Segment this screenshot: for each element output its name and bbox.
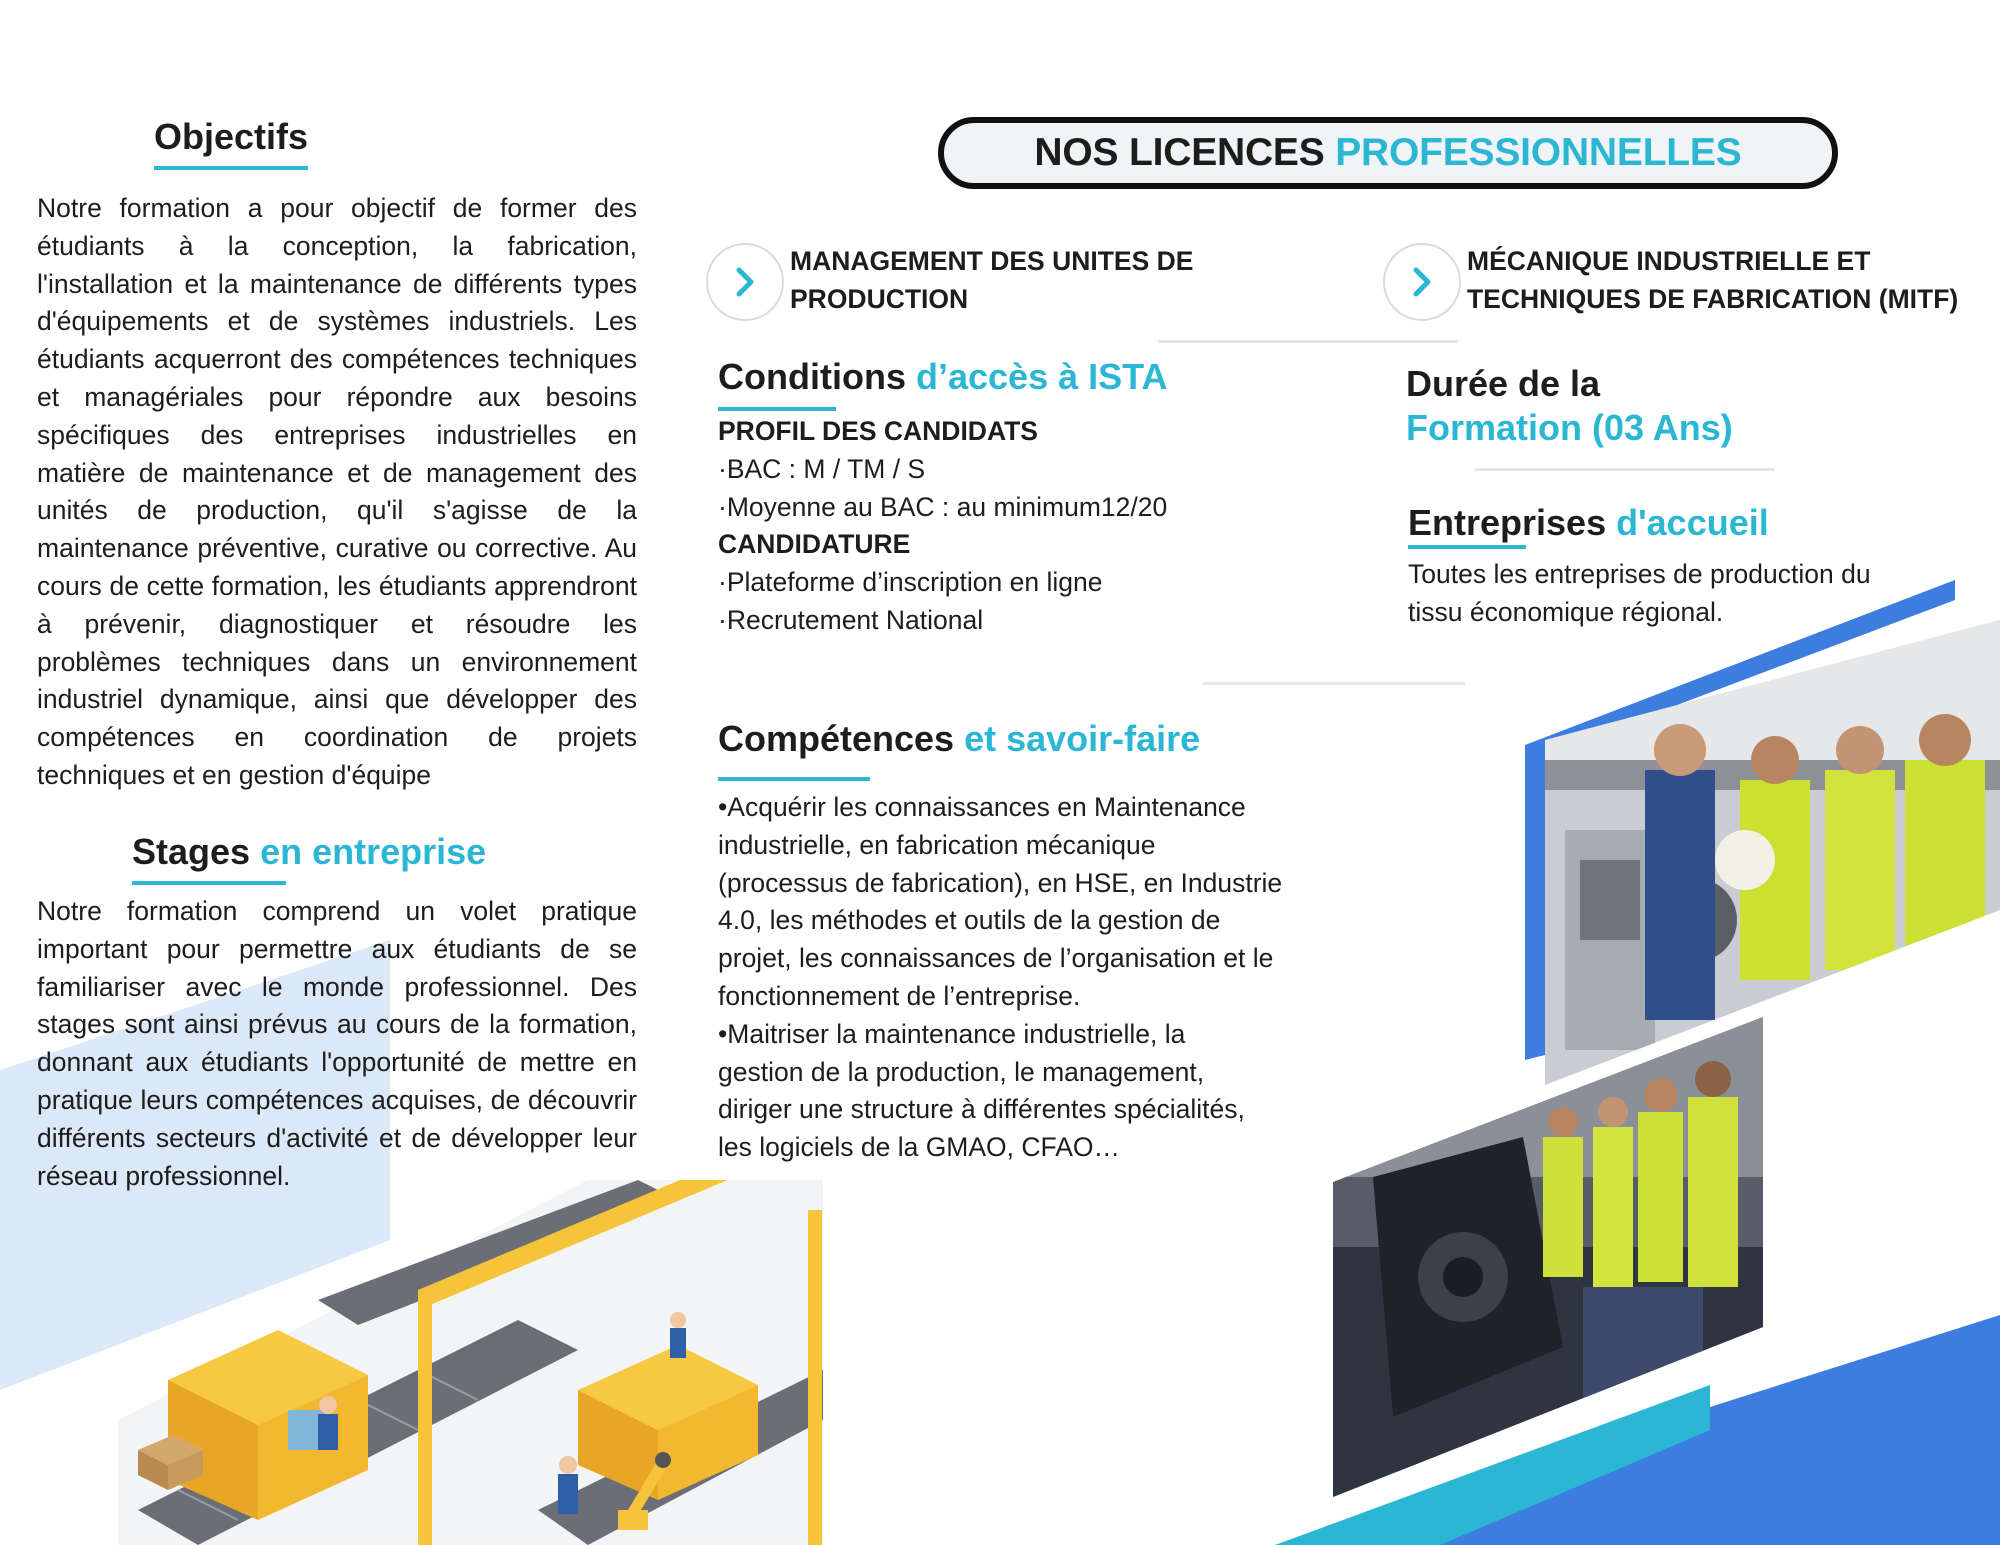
objectifs-paragraph: Notre formation a pour objectif de former des étudiants à la conception, la fabrication, l'installation et la maintenance de différents types d'équipements et de systèmes industriels. Les étudiants acquerront des compétences techniques et managériales pour répondre aux besoins spécifiques des entreprises industrielles en matière de maintenance et de management des unités de production, qu'il s'agisse de la maintenance préventive, curative ou corrective. Au cours de cette formation, les étudiants apprendront à prévenir, diagnostiquer et résoudre les problèmes techniques dans un environnement industriel dynamique, ainsi que développer des compétences en coordination de projets techniques et en gestion d'équipe [37,193,637,790]
competences-title-dark: Compétences [718,718,955,759]
program-1-button[interactable] [706,243,784,321]
competences-line: fonctionnement de l’entreprise. [718,980,1081,1011]
conditions-body [718,413,1278,640]
competences-line: (processus de fabrication), en HSE, en Industrie [718,867,1283,898]
stages-title-accent: en entreprise [260,831,487,872]
duree-line2: Formation (03 Ans) [1406,407,1733,448]
program-2-button[interactable] [1383,243,1461,321]
conditions-title-accent: d’accès à ISTA [915,356,1168,397]
chevron-right-icon [730,264,760,300]
candidature-heading: CANDIDATURE [718,529,911,560]
competences-line: •Maitriser la maintenance industrielle, la [718,1018,1186,1049]
stages-body [37,893,637,1195]
objectifs-underline [154,166,308,170]
competences-title [718,718,1200,759]
entreprises-underline [1408,545,1526,549]
divider [1158,340,1458,343]
workshop-photo-2 [1333,1017,1763,1497]
licences-title-accent: PROFESSIONNELLES [1335,131,1742,174]
entreprises-line: Toutes les entreprises de production du [1408,559,1871,589]
divider [1203,682,1465,685]
objectifs-title: Objectifs [154,116,309,157]
program-1-line1: MANAGEMENT DES UNITES DE [790,246,1194,276]
chevron-right-icon [1407,264,1437,300]
profil-item: ·BAC : M / TM / S [718,453,926,484]
entreprises-title-accent: d'accueil [1616,502,1769,543]
duree-line1: Durée de la [1406,363,1601,404]
candidature-item: ·Plateforme d’inscription en ligne [718,567,1103,598]
competences-line: diriger une structure à différentes spécialités, [718,1094,1245,1125]
duree-title [1406,362,1733,450]
competences-body [718,789,1318,1167]
competences-line: industrielle, en fabrication mécanique [718,829,1156,860]
program-1-line2: PRODUCTION [790,284,969,314]
stages-underline [132,881,286,885]
conditions-title-dark: Conditions [718,356,906,397]
profil-heading: PROFIL DES CANDIDATS [718,416,1038,446]
program-2-title[interactable] [1467,242,1958,318]
workshop-photo-1 [1545,620,2000,1085]
competences-line: les logiciels de la GMAO, CFAO… [718,1132,1121,1163]
competences-underline [718,777,870,781]
competences-line: •Acquérir les connaissances en Maintenance [718,792,1246,822]
entreprises-title-dark: Entreprises [1408,502,1607,543]
program-1-title[interactable] [790,242,1193,318]
licences-banner [938,117,1838,189]
competences-line: gestion de la production, le management, [718,1056,1205,1087]
competences-line: 4.0, les méthodes et outils de la gestion de [718,905,1221,936]
candidature-item: ·Recrutement National [718,604,984,635]
divider [1475,468,1775,471]
program-2-line2: TECHNIQUES DE FABRICATION (MITF) [1467,284,1959,314]
competences-title-accent: et savoir-faire [964,718,1201,759]
stages-title [132,831,486,872]
factory-illustration [118,1180,823,1545]
conditions-underline [718,407,836,411]
stages-paragraph: Notre formation comprend un volet pratique important pour permettre aux étudiants de se familiariser avec le monde professionnel. Des stages sont ainsi prévus au cours de la formation, donnant aux étudiants l'opportunité de mettre en pratique leurs compétences acquises, de découvrir différents secteurs d'activité et de développer leur réseau professionnel. [37,896,637,1191]
conditions-title [718,356,1167,397]
entreprises-title [1408,502,1769,543]
stages-title-dark: Stages [132,831,251,872]
program-2-line1: MÉCANIQUE INDUSTRIELLE ET [1467,246,1871,276]
licences-title-dark: NOS LICENCES [1034,131,1325,174]
entreprises-line: tissu économique régional. [1408,596,1724,627]
objectifs-body [37,190,637,795]
profil-item: ·Moyenne au BAC : au minimum12/20 [718,491,1168,522]
competences-line: projet, les connaissances de l’organisation et le [718,943,1274,974]
